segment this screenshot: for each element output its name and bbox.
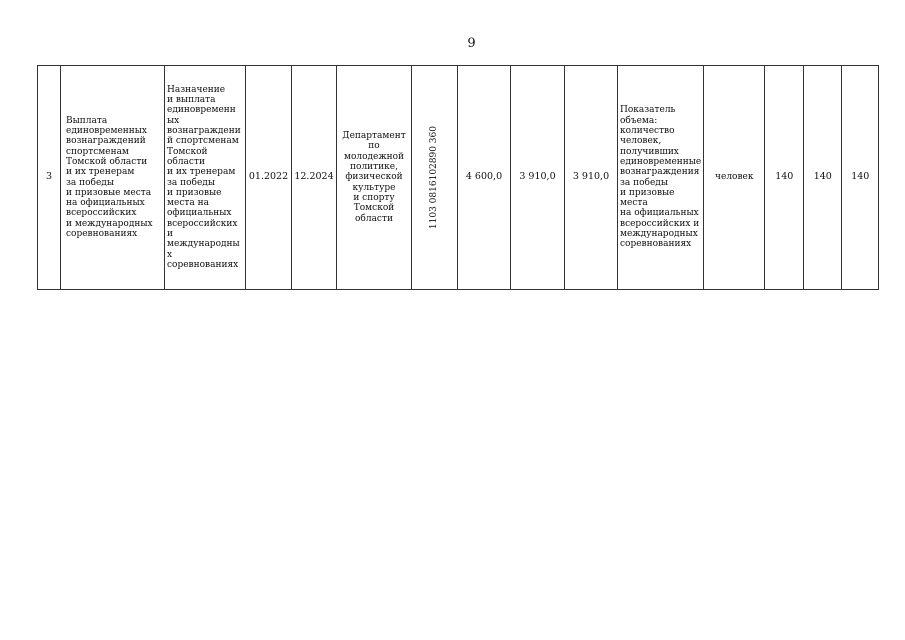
amount-3-cell: 3 910,0: [565, 66, 618, 290]
unit-cell: человек: [704, 66, 765, 290]
end-date-cell: 12.2024: [292, 66, 337, 290]
amount-1-cell: 4 600,0: [458, 66, 511, 290]
start-date-cell: 01.2022: [246, 66, 292, 290]
executor-cell: Департамент по молодежной политике, физической культуре и спорту Томской области: [337, 66, 412, 290]
budget-code-cell: [412, 66, 458, 290]
table-row: [38, 66, 879, 290]
budget-code-text: 1103 0816102890 360: [429, 125, 440, 230]
page-number: 9: [467, 36, 476, 51]
program-table: [37, 65, 879, 290]
amount-2-cell: 3 910,0: [511, 66, 565, 290]
value-2-cell: 140: [804, 66, 842, 290]
value-1-cell: 140: [765, 66, 804, 290]
indicator-cell: Показатель объема: количество человек, получивших единовременные вознаграждения за победы и призовые места на официальных всероссийских и международных соревнованиях: [618, 66, 704, 290]
row-index-cell: 3: [38, 66, 61, 290]
purpose-cell: Назначение и выплата единовременн ых вознаграждени й спортсменам Томской области и их тренерам за победы и призовые места на официальных всероссийских и международны х соревнованиях: [165, 66, 246, 290]
value-3-cell: 140: [842, 66, 879, 290]
event-name-cell: Выплата единовременных вознаграждений спортсменам Томской области и их тренерам за победы и призовые места на официальных всероссийских и международных соревнованиях: [61, 66, 165, 290]
